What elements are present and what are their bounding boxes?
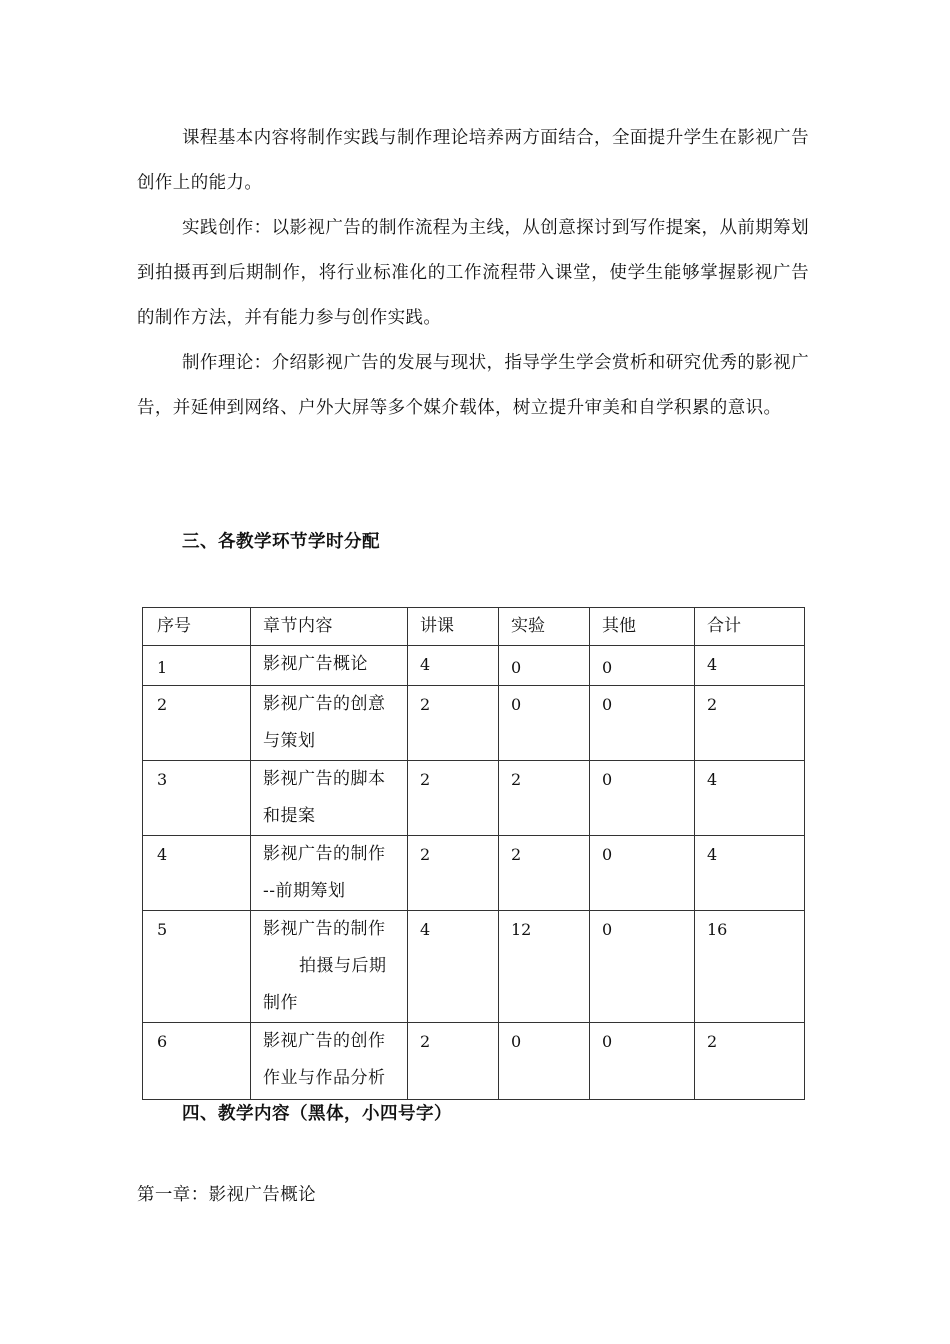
cell-other: 0 (590, 836, 695, 911)
cell-content (251, 686, 408, 761)
cell-lecture: 2 (408, 836, 499, 911)
table-row (143, 911, 805, 1023)
cell-other: 0 (590, 686, 695, 761)
cell-content-line: 影视广告的创意 (263, 694, 386, 714)
header-cell-no: 序号 (143, 608, 251, 646)
cell-no: 4 (143, 836, 251, 911)
cell-content (251, 761, 408, 836)
cell-other: 0 (590, 1023, 695, 1100)
cell-no: 2 (143, 686, 251, 761)
cell-lab: 2 (499, 761, 590, 836)
cell-no: 6 (143, 1023, 251, 1100)
table-row (143, 761, 805, 836)
cell-lab: 2 (499, 836, 590, 911)
cell-total: 4 (695, 646, 805, 686)
cell-lecture: 2 (408, 686, 499, 761)
cell-content (251, 836, 408, 911)
cell-total: 2 (695, 1023, 805, 1100)
cell-no: 5 (143, 911, 251, 1023)
cell-other: 0 (590, 911, 695, 1023)
cell-content-line: 影视广告的制作 (263, 919, 386, 939)
cell-lecture: 2 (408, 761, 499, 836)
cell-content (251, 911, 408, 1023)
cell-content-line: 与策划 (263, 731, 316, 751)
paragraph-theory: 制作理论：介绍影视广告的发展与现状，指导学生学会赏析和研究优秀的影视广告，并延伸到网络、户外大屏等多个媒介载体，树立提升审美和自学积累的意识。 (137, 353, 809, 418)
header-cell-total: 合计 (695, 608, 805, 646)
cell-lab: 0 (499, 1023, 590, 1100)
table-row (143, 646, 805, 686)
header-cell-content: 章节内容 (251, 608, 408, 646)
cell-content (251, 1023, 408, 1100)
cell-total: 4 (695, 761, 805, 836)
cell-lab: 12 (499, 911, 590, 1023)
table-row (143, 1023, 805, 1100)
section-heading-teaching-content: 四、教学内容（黑体，小四号字） (182, 1104, 452, 1124)
cell-content-line: 作业与作品分析 (263, 1068, 386, 1088)
table-header-row (143, 608, 805, 646)
cell-total: 4 (695, 836, 805, 911)
cell-lab: 0 (499, 646, 590, 686)
header-cell-lecture: 讲课 (408, 608, 499, 646)
header-cell-other: 其他 (590, 608, 695, 646)
cell-lecture: 2 (408, 1023, 499, 1100)
hours-allocation-table (142, 607, 805, 1100)
cell-content-line: 影视广告的脚本 (263, 769, 386, 789)
cell-total: 16 (695, 911, 805, 1023)
cell-other: 0 (590, 761, 695, 836)
cell-content-line: --前期筹划 (263, 881, 346, 901)
cell-lecture: 4 (408, 646, 499, 686)
cell-no: 1 (143, 646, 251, 686)
cell-content-line: 和提案 (263, 806, 316, 826)
cell-content-line: 制作 (263, 993, 298, 1013)
cell-content-line: 拍摄与后期 (299, 956, 387, 976)
cell-content-line: 影视广告的创作 (263, 1031, 386, 1051)
cell-content-line: 影视广告的制作 (263, 844, 386, 864)
section-heading-hours-allocation: 三、各教学环节学时分配 (182, 532, 380, 552)
cell-lecture: 4 (408, 911, 499, 1023)
paragraph-course-content: 课程基本内容将制作实践与制作理论培养两方面结合，全面提升学生在影视广告创作上的能力。 (137, 128, 809, 193)
chapter-title: 第一章：影视广告概论 (137, 1185, 316, 1205)
table-row (143, 686, 805, 761)
cell-lab: 0 (499, 686, 590, 761)
cell-no: 3 (143, 761, 251, 836)
table-row (143, 836, 805, 911)
cell-other: 0 (590, 646, 695, 686)
cell-content (251, 646, 408, 686)
cell-total: 2 (695, 686, 805, 761)
header-cell-lab: 实验 (499, 608, 590, 646)
paragraph-practice: 实践创作：以影视广告的制作流程为主线，从创意探讨到写作提案，从前期筹划到拍摄再到后期制作，将行业标准化的工作流程带入课堂，使学生能够掌握影视广告的制作方法，并有能力参与创作实践。 (137, 218, 809, 328)
cell-content-line: 影视广告概论 (263, 654, 368, 674)
